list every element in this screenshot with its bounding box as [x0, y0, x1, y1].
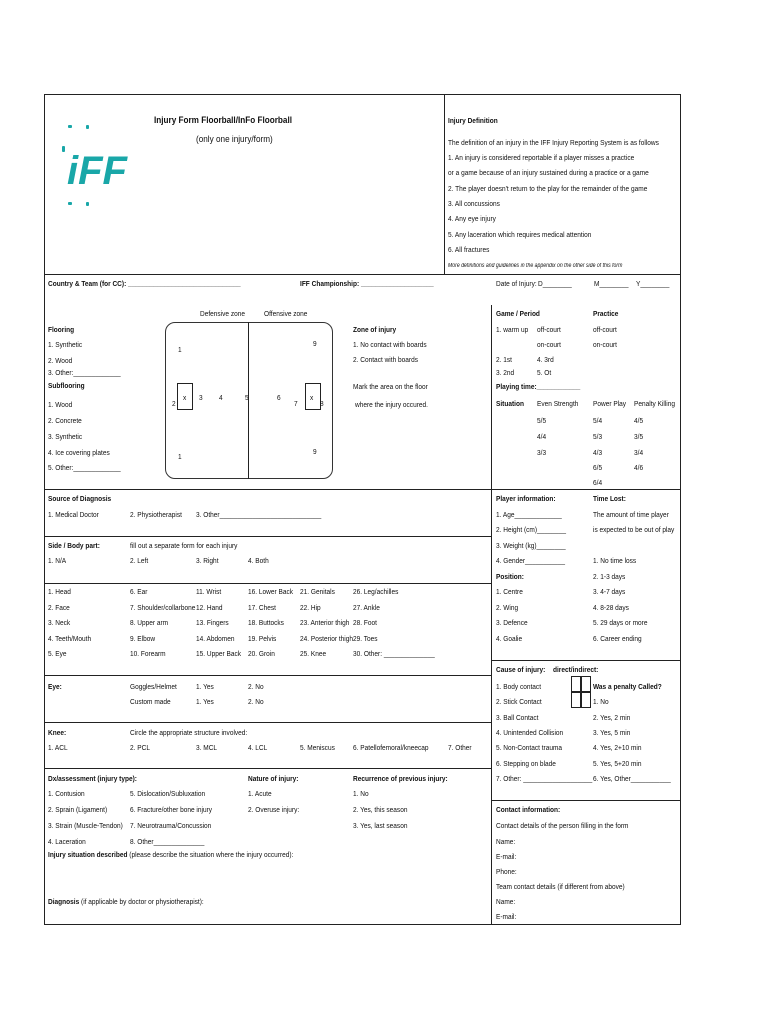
knee-heading: Knee: [48, 728, 67, 737]
form-subtitle: (only one injury/form) [196, 134, 273, 145]
diagnosis-source-option[interactable]: 2. Physiotherapist [130, 510, 182, 519]
zone-injury-note: where the injury occured. [355, 400, 428, 409]
position-heading: Position: [496, 572, 524, 581]
body-part-option[interactable]: 16. Lower Back [248, 587, 294, 596]
body-part-option[interactable]: 11. Wrist [196, 587, 222, 596]
time-lost-heading: Time Lost: [593, 494, 626, 503]
dx-option[interactable]: 8. Other______________ [130, 837, 205, 846]
body-part-option[interactable]: 28. Foot [353, 618, 377, 627]
penalty-option[interactable]: 4. Yes, 2+10 min [593, 743, 642, 752]
body-part-option[interactable]: 4. Teeth/Mouth [48, 634, 92, 643]
divider [44, 583, 491, 584]
time-lost-option[interactable]: 6. Career ending [593, 634, 642, 643]
zone-x: x [310, 393, 314, 402]
body-part-option[interactable]: 6. Ear [130, 587, 148, 596]
zone-injury-option[interactable]: 1. No contact with boards [353, 340, 427, 349]
body-part-option[interactable]: 1. Head [48, 587, 71, 596]
knee-option[interactable]: 5. Meniscus [300, 743, 335, 752]
penalty-kill-option[interactable]: 4/6 [634, 463, 644, 472]
definition-note: More definitions and guidelines in the appendix on the other side of this form [448, 263, 623, 269]
game-option[interactable]: 2. 1st [496, 355, 512, 364]
zone-number: 5 [245, 393, 249, 402]
divider [44, 722, 491, 723]
penalty-option[interactable]: 2. Yes, 2 min [593, 713, 631, 722]
situation-description-label[interactable] [48, 850, 293, 859]
time-lost-option[interactable]: 4. 8-28 days [593, 603, 629, 612]
form-title: Injury Form Floorball/InFo Floorball [154, 115, 292, 126]
contact-heading: Contact information: [496, 805, 561, 814]
direct-checkbox[interactable] [571, 692, 581, 708]
time-lost-option[interactable]: 2. 1-3 days [593, 572, 626, 581]
recurrence-heading: Recurrence of previous injury: [353, 774, 448, 783]
player-field[interactable]: 1. Age_____________ [496, 510, 562, 519]
body-part-option[interactable]: 13. Fingers [196, 618, 229, 627]
subflooring-option[interactable]: 3. Synthetic [48, 432, 83, 441]
nature-option[interactable]: 2. Overuse injury: [248, 805, 300, 814]
championship-field[interactable]: IFF Championship: ____________________ [300, 279, 434, 288]
body-part-option[interactable]: 29. Toes [353, 634, 378, 643]
direct-indirect-heading: direct/indirect: [553, 665, 599, 674]
cause-option[interactable]: 1. Body contact [496, 682, 542, 691]
divider [491, 305, 492, 925]
zone-injury-heading: Zone of injury [353, 325, 397, 334]
cause-option[interactable]: 2. Stick Contact [496, 697, 542, 706]
diagnosis-bold: Diagnosis [48, 897, 80, 906]
body-part-option[interactable]: 26. Leg/achilles [353, 587, 399, 596]
recurrence-option[interactable]: 2. Yes, this season [353, 805, 408, 814]
date-label: Date of Injury: [496, 279, 537, 288]
divider [44, 274, 681, 275]
subflooring-option[interactable]: 1. Wood [48, 400, 73, 409]
definition-line: or a game because of an injury sustained during a practice or a game [448, 168, 649, 177]
eye-option[interactable]: 1. Yes [196, 697, 214, 706]
definition-heading: Injury Definition [448, 116, 498, 125]
flooring-option[interactable]: 1. Synthetic [48, 340, 83, 349]
situation-heading: Situation [496, 399, 524, 408]
body-part-option[interactable]: 23. Anterior thigh [300, 618, 350, 627]
zone-number: 4 [219, 393, 223, 402]
offensive-zone-label: Offensive zone [264, 309, 308, 318]
game-option[interactable]: on-court [537, 340, 561, 349]
contact-name-field[interactable]: Name: [496, 837, 516, 846]
zone-number: 1 [178, 345, 182, 354]
contact-phone-field[interactable]: Phone: [496, 867, 517, 876]
time-lost-desc: is expected to be out of play [593, 525, 675, 534]
body-part-option[interactable]: 30. Other: ______________ [353, 649, 435, 658]
penalty-kill-option[interactable]: 3/4 [634, 448, 644, 457]
body-part-option[interactable]: 20. Groin [248, 649, 275, 658]
side-option[interactable]: 4. Both [248, 556, 269, 565]
zone-number: 1 [178, 452, 182, 461]
game-option[interactable]: 5. Ot [537, 368, 552, 377]
knee-option[interactable]: 7. Other [448, 743, 472, 752]
body-part-option[interactable]: 25. Knee [300, 649, 327, 658]
definition-line: 6. All fractures [448, 245, 490, 254]
body-part-option[interactable]: 15. Upper Back [196, 649, 242, 658]
player-field[interactable]: 2. Height (cm)________ [496, 525, 567, 534]
zone-injury-note: Mark the area on the floor [353, 382, 428, 391]
dx-option[interactable]: 3. Strain (Muscle-Tendon) [48, 821, 123, 830]
svg-text:iFF: iFF [67, 149, 127, 193]
flooring-heading: Flooring [48, 325, 75, 334]
power-option[interactable]: 6/4 [593, 478, 603, 487]
subflooring-option[interactable]: 4. Ice covering plates [48, 448, 110, 457]
power-option[interactable]: 6/5 [593, 463, 603, 472]
definition-line: 5. Any laceration which requires medical attention [448, 230, 592, 239]
dx-option[interactable]: 5. Dislocation/Subluxation [130, 789, 206, 798]
team-name-field[interactable]: Name: [496, 897, 516, 906]
penalty-heading: Was a penalty Called? [593, 682, 662, 691]
definition-line: 1. An injury is considered reportable if a player misses a practice [448, 153, 635, 162]
knee-note: Circle the appropriate structure involved: [130, 728, 248, 737]
side-note: fill out a separate form for each injury [130, 541, 238, 550]
player-field[interactable]: 4. Gender___________ [496, 556, 566, 565]
body-part-option[interactable]: 19. Pelvis [248, 634, 277, 643]
player-info-heading: Player information: [496, 494, 556, 503]
penalty-option[interactable]: 5. Yes, 5+20 min [593, 759, 642, 768]
body-part-option[interactable]: 3. Neck [48, 618, 71, 627]
body-part-option[interactable]: 12. Hand [196, 603, 223, 612]
body-part-option[interactable]: 18. Buttocks [248, 618, 284, 627]
side-option[interactable]: 1. N/A [48, 556, 67, 565]
body-part-option[interactable]: 5. Eye [48, 649, 67, 658]
position-option[interactable]: 1. Centre [496, 587, 523, 596]
cause-option[interactable]: 4. Unintended Collision [496, 728, 564, 737]
zone-number: 6 [277, 393, 281, 402]
body-part-option[interactable]: 22. Hip [300, 603, 321, 612]
situation-col: Power Play [593, 399, 627, 408]
power-option[interactable]: 5/4 [593, 416, 603, 425]
direct-checkbox[interactable] [571, 676, 581, 692]
contact-line: Team contact details (if different from above) [496, 882, 625, 891]
zone-number: 8 [320, 399, 324, 408]
definition-line: 4. Any eye injury [448, 214, 496, 223]
situation-col: Even Strength [537, 399, 579, 408]
situation-col: Penalty Killing [634, 399, 676, 408]
body-part-option[interactable]: 21. Genitals [300, 587, 335, 596]
time-lost-desc: The amount of time player [593, 510, 669, 519]
practice-option[interactable]: off-court [593, 325, 617, 334]
position-option[interactable]: 4. Goalie [496, 634, 523, 643]
divider [491, 660, 681, 661]
diagnosis-source-option[interactable]: 3. Other____________________________ [196, 510, 322, 519]
subflooring-option[interactable]: 5. Other:_____________ [48, 463, 121, 472]
eye-heading: Eye: [48, 682, 62, 691]
game-option[interactable]: 1. warm up [496, 325, 529, 334]
body-part-option[interactable]: 14. Abdomen [196, 634, 235, 643]
recurrence-option[interactable]: 1. No [353, 789, 369, 798]
penalty-kill-option[interactable]: 4/5 [634, 416, 644, 425]
eye-label: Custom made [130, 697, 171, 706]
body-part-option[interactable]: 9. Elbow [130, 634, 156, 643]
definition-line: 2. The player doesn't return to the play for the remainder of the game [448, 184, 648, 193]
flooring-option[interactable]: 3. Other:_____________ [48, 368, 121, 377]
eye-label: Goggles/Helmet [130, 682, 177, 691]
playing-time-field[interactable]: Playing time:____________ [496, 382, 581, 391]
divider [44, 536, 491, 537]
dx-heading: Dx/assessment (injury type): [48, 774, 137, 783]
dx-option[interactable]: 1. Contusion [48, 789, 85, 798]
diagnosis-label[interactable] [48, 897, 204, 906]
zone-number: 9 [313, 447, 317, 456]
diagnosis-source-heading: Source of Diagnosis [48, 494, 112, 503]
divider [491, 800, 681, 801]
body-part-option[interactable]: 10. Forearm [130, 649, 166, 658]
body-part-option[interactable]: 7. Shoulder/collarbone [130, 603, 196, 612]
divider [44, 489, 681, 490]
knee-option[interactable]: 3. MCL [196, 743, 218, 752]
date-month[interactable]: M________ [594, 279, 629, 288]
game-period-heading: Game / Period [496, 309, 540, 318]
body-part-option[interactable]: 2. Face [48, 603, 70, 612]
flooring-option[interactable]: 2. Wood [48, 356, 73, 365]
team-email-field[interactable]: E-mail: [496, 912, 517, 921]
eye-option[interactable]: 2. No [248, 697, 264, 706]
situation-description-bold: Injury situation described [48, 850, 128, 859]
position-option[interactable]: 3. Defence [496, 618, 528, 627]
zone-x: x [183, 393, 187, 402]
contact-email-field[interactable]: E-mail: [496, 852, 517, 861]
indirect-checkbox[interactable] [581, 676, 591, 692]
body-part-option[interactable]: 24. Posterior thigh [300, 634, 354, 643]
zone-number: 7 [294, 399, 298, 408]
penalty-kill-option[interactable]: 3/5 [634, 432, 644, 441]
divider [44, 768, 491, 769]
cause-heading: Cause of injury: [496, 665, 546, 674]
zone-number: 2 [172, 399, 176, 408]
cause-option[interactable]: 7. Other: ___________________ [496, 774, 593, 783]
zone-injury-option[interactable]: 2. Contact with boards [353, 355, 418, 364]
nature-option[interactable]: 1. Acute [248, 789, 272, 798]
even-option[interactable]: 4/4 [537, 432, 547, 441]
subflooring-option[interactable]: 2. Concrete [48, 416, 82, 425]
diagnosis-rest: (if applicable by doctor or physiotherapist): [79, 897, 204, 906]
power-option[interactable]: 5/3 [593, 432, 603, 441]
knee-option[interactable]: 4. LCL [248, 743, 268, 752]
side-option[interactable]: 3. Right [196, 556, 219, 565]
game-option[interactable]: off-court [537, 325, 561, 334]
knee-option[interactable]: 2. PCL [130, 743, 150, 752]
date-year[interactable]: Y________ [636, 279, 670, 288]
cause-option[interactable]: 6. Stepping on blade [496, 759, 556, 768]
penalty-option[interactable]: 6. Yes, Other___________ [593, 774, 671, 783]
eye-option[interactable]: 2. No [248, 682, 264, 691]
time-lost-option[interactable]: 1. No time loss [593, 556, 637, 565]
penalty-option[interactable]: 3. Yes, 5 min [593, 728, 631, 737]
power-option[interactable]: 4/3 [593, 448, 603, 457]
time-lost-option[interactable]: 3. 4-7 days [593, 587, 626, 596]
nature-heading: Nature of injury: [248, 774, 299, 783]
divider [44, 675, 491, 676]
date-day[interactable]: D________ [538, 279, 572, 288]
zone-number: 3 [199, 393, 203, 402]
cause-option[interactable]: 3. Ball Contact [496, 713, 539, 722]
defensive-zone-label: Defensive zone [200, 309, 246, 318]
penalty-option[interactable]: 1. No [593, 697, 609, 706]
practice-option[interactable]: on-court [593, 340, 617, 349]
situation-description-rest: (please describe the situation where the injury occurred): [127, 850, 294, 859]
even-option[interactable]: 3/3 [537, 448, 547, 457]
time-lost-option[interactable]: 5. 29 days or more [593, 618, 648, 627]
knee-option[interactable]: 6. Patellofemoral/kneecap [353, 743, 429, 752]
contact-line: Contact details of the person filling in the form [496, 821, 629, 830]
eye-option[interactable]: 1. Yes [196, 682, 214, 691]
practice-heading: Practice [593, 309, 619, 318]
side-option[interactable]: 2. Left [130, 556, 149, 565]
game-option[interactable]: 4. 3rd [537, 355, 554, 364]
position-option[interactable]: 2. Wing [496, 603, 519, 612]
dx-option[interactable]: 4. Laceration [48, 837, 86, 846]
diagnosis-source-option[interactable]: 1. Medical Doctor [48, 510, 99, 519]
subflooring-heading: Subflooring [48, 381, 85, 390]
dx-option[interactable]: 6. Fracture/other bone injury [130, 805, 213, 814]
indirect-checkbox[interactable] [581, 692, 591, 708]
player-field[interactable]: 3. Weight (kg)________ [496, 541, 566, 550]
definition-line: The definition of an injury in the IFF Injury Reporting System is as follows [448, 138, 659, 147]
dx-option[interactable]: 2. Sprain (Ligament) [48, 805, 108, 814]
game-option[interactable]: 3. 2nd [496, 368, 515, 377]
body-part-option[interactable]: 27. Ankle [353, 603, 380, 612]
knee-option[interactable]: 1. ACL [48, 743, 68, 752]
dx-option[interactable]: 7. Neurotrauma/Concussion [130, 821, 212, 830]
zone-number: 9 [313, 339, 317, 348]
body-part-option[interactable]: 17. Chest [248, 603, 276, 612]
definition-line: 3. All concussions [448, 199, 500, 208]
body-part-option[interactable]: 8. Upper arm [130, 618, 169, 627]
divider [444, 94, 445, 274]
country-team-field[interactable]: Country & Team (for CC): _______________________________ [48, 279, 241, 288]
side-heading: Side / Body part: [48, 541, 100, 550]
recurrence-option[interactable]: 3. Yes, last season [353, 821, 408, 830]
iff-logo [60, 124, 127, 214]
cause-option[interactable]: 5. Non-Contact trauma [496, 743, 563, 752]
even-option[interactable]: 5/5 [537, 416, 547, 425]
